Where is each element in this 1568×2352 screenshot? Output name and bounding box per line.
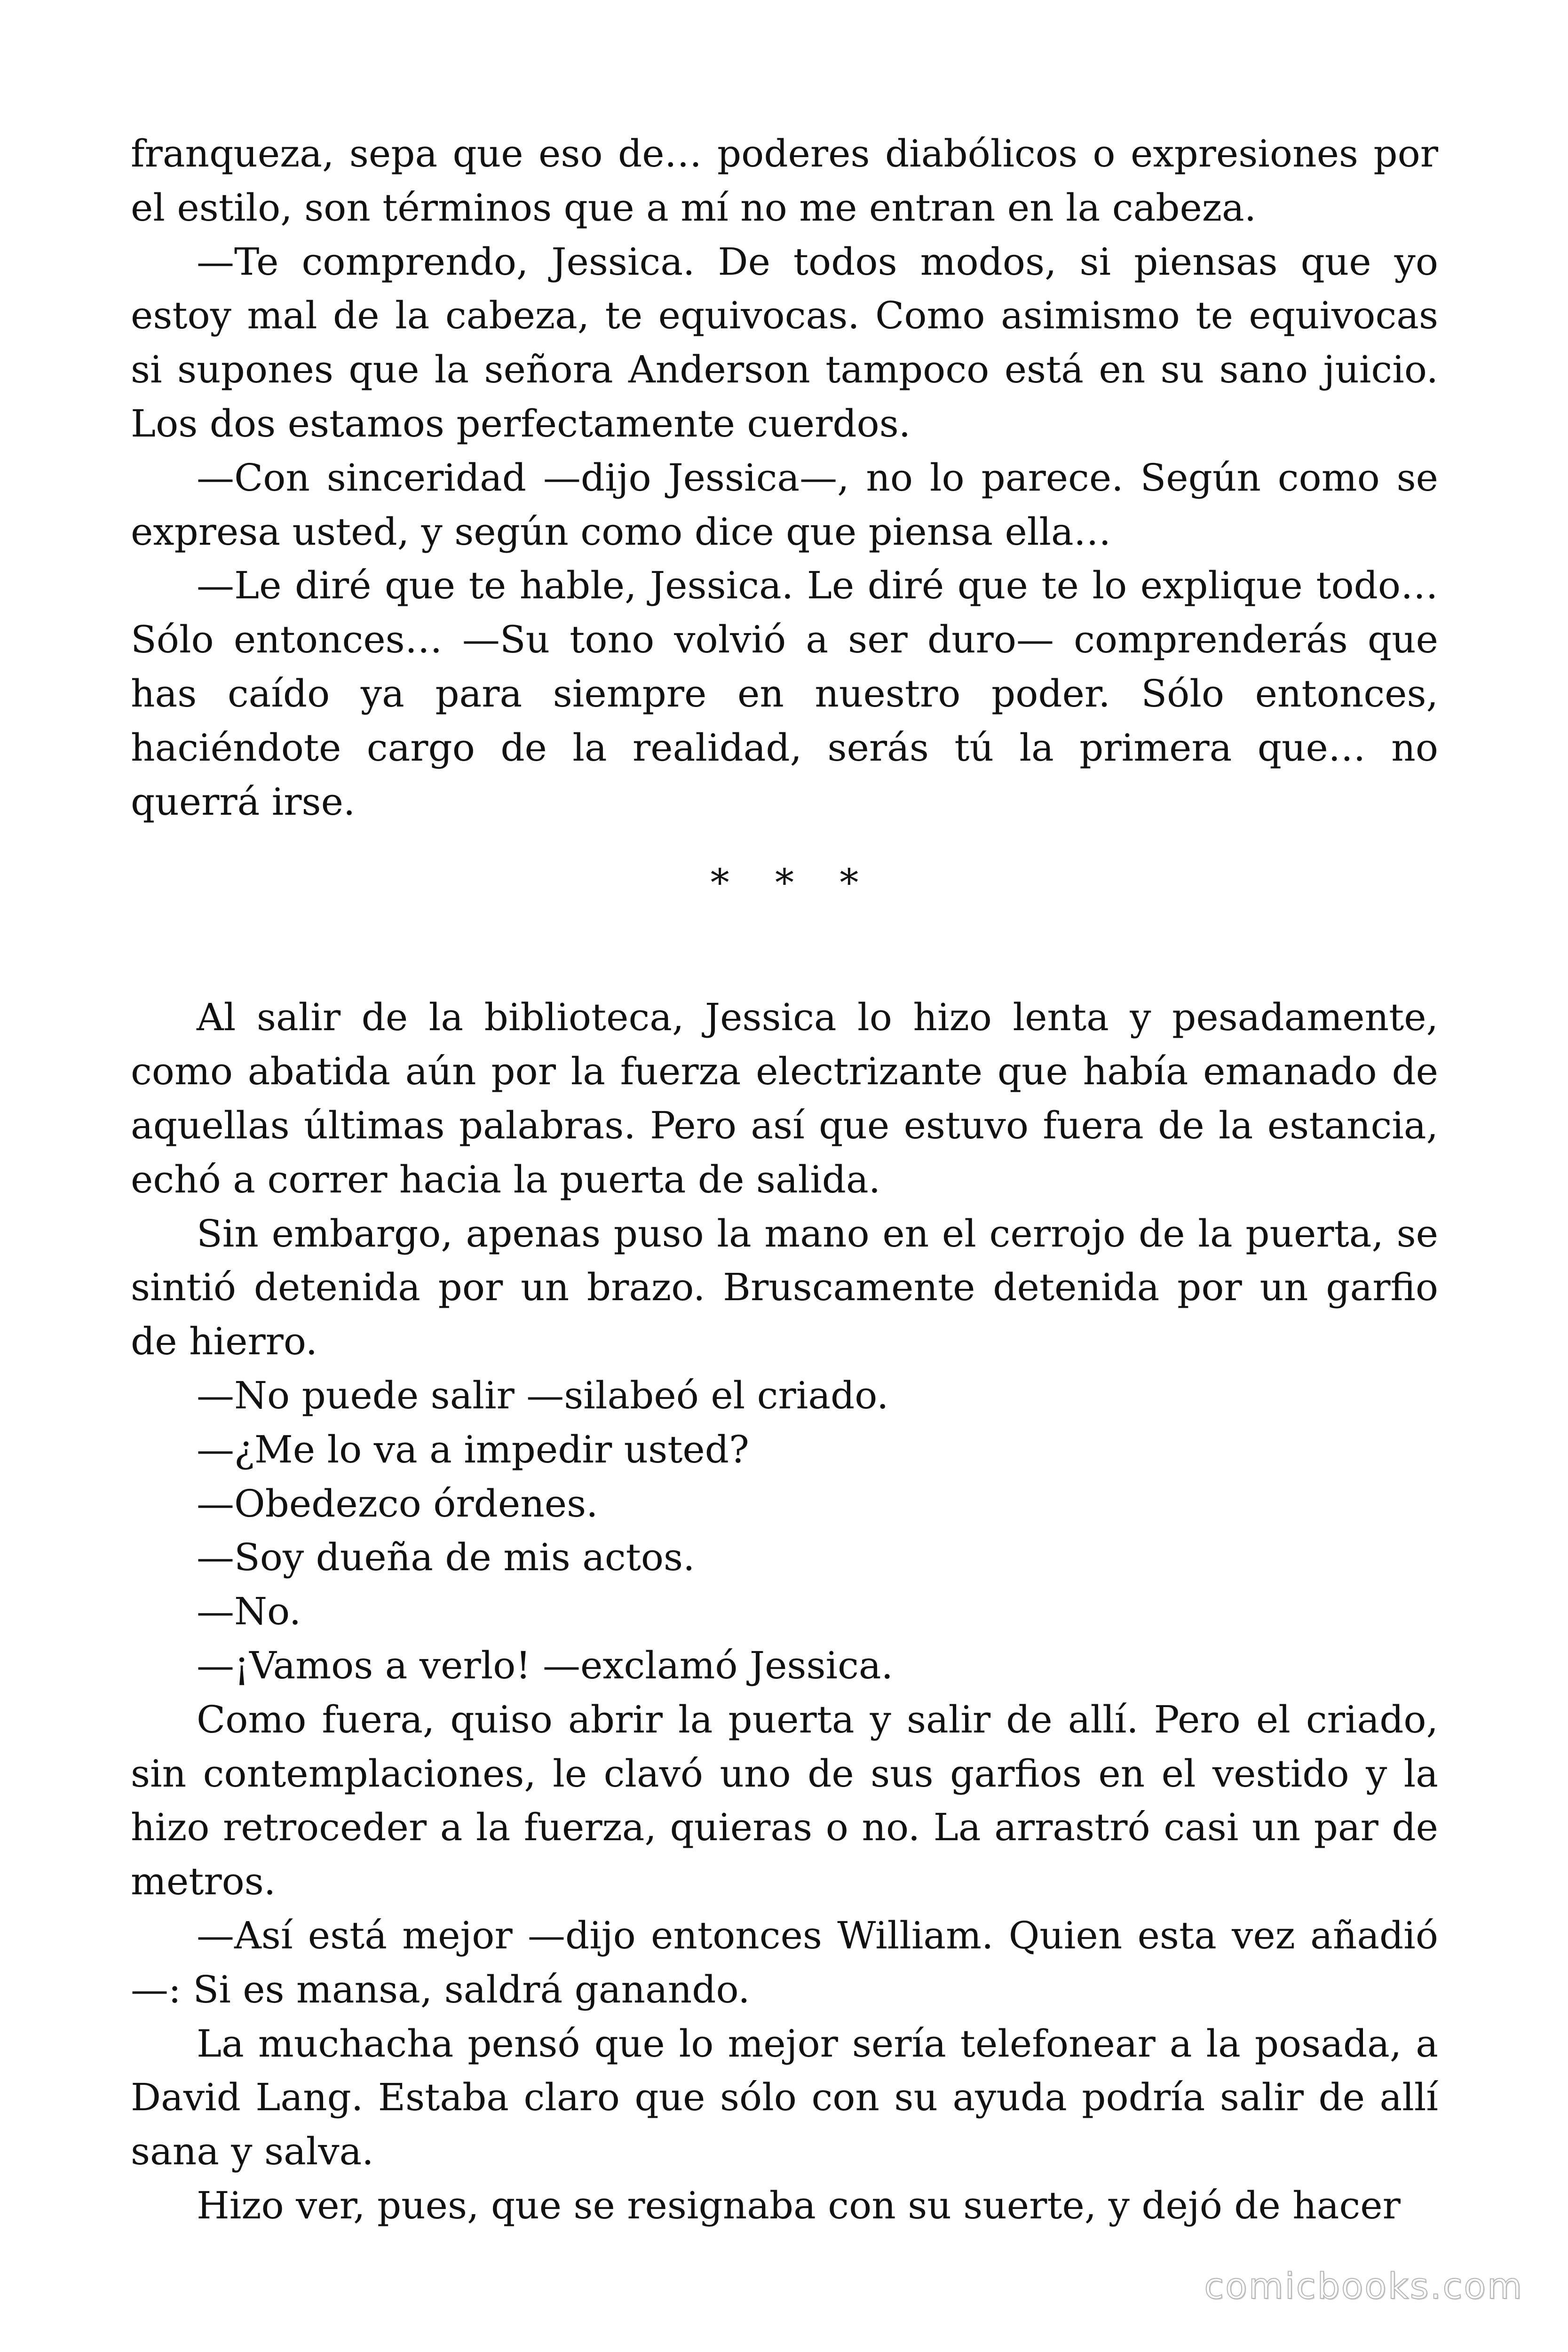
- paragraph: Sin embargo, apenas puso la mano en el cerrojo de la puerta, se sintió detenida por un brazo. Bruscamente detenida por un garfio de hierro.: [131, 1211, 1438, 1364]
- paragraph: —No.: [197, 1589, 301, 1634]
- paragraph: —No puede salir —silabeó el criado.: [197, 1373, 889, 1417]
- paragraph: Al salir de la biblioteca, Jessica lo hizo lenta y pesadamente, como abatida aún por la fuerza electrizante que había emanado de aquellas últimas palabras. Pero así que estuvo fuera de la estancia, echó a correr hacia la puerta de salida.: [131, 995, 1438, 1201]
- paragraph: Hizo ver, pues, que se resignaba con su suerte, y dejó de hacer: [197, 2183, 1401, 2227]
- page-text: [131, 127, 1438, 2233]
- paragraph: —Obedezco órdenes.: [197, 1481, 598, 1526]
- paragraph: —Le diré que te hable, Jessica. Le diré que te lo explique todo… Sólo entonces… —Su tono volvió a ser duro— comprenderás que has caído ya para siempre en nuestro poder. Sólo entonces, haciéndote cargo de la realidad, serás tú la primera que… no querrá irse.: [131, 564, 1438, 824]
- paragraph: —¡Vamos a verlo! —exclamó Jessica.: [197, 1643, 894, 1687]
- paragraph: —Así está mejor —dijo entonces William. Quien esta vez añadió—: Si es mansa, saldrá ganando.: [131, 1913, 1438, 2011]
- paragraph: —Con sinceridad —dijo Jessica—, no lo parece. Según como se expresa usted, y según como dice que piensa ella…: [131, 455, 1438, 554]
- paragraph: —Te comprendo, Jessica. De todos modos, si piensas que yo estoy mal de la cabeza, te equivocas. Como asimismo te equivocas si supones que la señora Anderson tampoco está en su sano juicio. Los dos estamos perfectamente cuerdos.: [131, 239, 1438, 445]
- paragraph: —¿Me lo va a impedir usted?: [197, 1427, 749, 1471]
- paragraph: —Soy dueña de mis actos.: [197, 1535, 695, 1580]
- paragraph: Como fuera, quiso abrir la puerta y salir de allí. Pero el criado, sin contemplaciones, le clavó uno de sus garfios en el vestido y la hizo retroceder a la fuerza, quieras o no. La arrastró casi un par de metros.: [131, 1697, 1438, 1904]
- watermark: comicbooks.com: [1204, 2265, 1523, 2307]
- scene-break: * * *: [710, 861, 876, 905]
- paragraph: La muchacha pensó que lo mejor sería telefonear a la posada, a David Lang. Estaba claro que sólo con su ayuda podría salir de allí sana y salva.: [131, 2021, 1438, 2174]
- paragraph: franqueza, sepa que eso de… poderes diabólicos o expresiones por el estilo, son términos que a mí no me entran en la cabeza.: [131, 132, 1438, 230]
